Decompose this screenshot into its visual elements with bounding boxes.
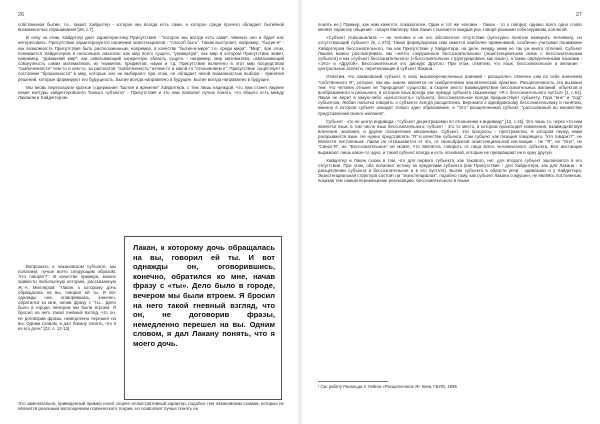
paragraph: собственном бытии, т.е., пишет Хайдеггер - которое мы всегда есть сами, и которое среди прочего обладает бытийной возможностью спрашивания [28, с.7].: [18, 22, 284, 33]
left-text-column: [18, 22, 284, 103]
left-bottom-text: [18, 401, 284, 411]
footnote: ¹ См. работу Рональда У. Лейнга «Расщепленное Я» Киев, ГБУЮ, 1995: [318, 384, 457, 389]
right-page: [302, 0, 600, 424]
page-number-right: 27: [575, 12, 582, 18]
page-number-left: 26: [18, 12, 25, 18]
right-text-column: [318, 22, 582, 187]
paragraph: Это замечательно, приведенный пример носит скорее иллюстративный характер, подобно тем лакановским схемам, которые не являются реальным воплощением психического теории, но позволяют лучше понять ее.: [18, 401, 284, 412]
paragraph: В силу за этим, Хайдеггер дает характеристику Присутствия - "которое мы всегда есть сами". Именно оно и будет нас интересовать. Присутствие характеризуется наличием экзистенциалов - "способ быть". Таким выступает, например, "бытие-в" - как возможность Присутствия быть расположенным, например, в качестве "бытия-в-мире" т.е. среди мира". "Мир", при этом, понимается Хайдеггером в нескольких смыслах: как мир всего сущего, "универсум", как мир в котором Присутствие живет, например, "домашний мир"; как охватывающий конкретную область сущего - например, мир математика; охватывающий совокупность самих математиков, их терминов, предметов, науки и т.д. Присутствие включено в этот мир посредством "озабоченности" чем-то и кем-то, за расплатой "озабоченность" нечем-то и какой-то "отношением к". Присутствие существует в состоянии "брошенности" в мир, которые оно не выбирало; при этом, он обладает некой возможностью выбора - принятия решений, которые формируют его будущность. Бытие всегда направлено в будущее. Бытие всегда направлено в будущее.: [18, 35, 284, 82]
paragraph: Субъект - это не центр индивида - "субъект децентрирован по отношению к индивиду" [12, с.15]. Это лишь то, через что нам является язык, в том числе язык бессознательного; субъект - это то место, в котором происходят изменения, взаимодействуя влечения, желания, и другие психические механизмы. Субъект, эти процессы - пространство, в котором перед нами раскрывается язык. Не нужно представлять "Я" в качестве субъекта. Сам субъект как позиция говорящего, "кто говорит?", не является постоянным. Лакан не отказывается от эго, от своеобразной экзистенциальной инстанции - не "Я", не "Оно", не "Сверх-Я", не "Бессознательное" не может, что является, говорить от лица всего человеческого субъекта. Все инстанции выражают лишь какое-то одно, и такой субъект всегда и есть основной, которые не превращают ни в одну другую.: [318, 118, 582, 155]
footnote-rule: [318, 381, 388, 382]
paragraph: Мы вновь пересказали краткое содержание "Бытия и времени" Хайдеггера, с тем лишь надеждой, что нам станет виднее некие контуры хайдеггеровского Тонкого субъекта" - Присутствия и это нам позволит лучше понять, что общего есть между Лаканом и Хайдеггером.: [18, 84, 284, 101]
paragraph: Отметим, что лакановский субъект, в силу вышеперечисленных влияний - расщеплен, отмечен сам по себе наличием "собственного Я", которое, как мы знаем, является не изобретением аналитической практики. Расщепленность эта вызвана тем, что человек отныне не "природное" существо, а скорее место взаимодействия бессознательных желаний, объектов и воображаемого и реального, в котором язык всегда уже прежде субъекта сказанному: «Я с бессознательного пусты!» [1, с.51]. Лакан не верит в какую-либо «целостность» субъекта; бессознательное всегда предшествует субъекту, Гора "вне" и "под" субъектом. Любая попытка говорить о субъекте всегда расщеплена. Вернемся к фрейдовскому бессознательному и понятию, именно в котором субъект находит только одно образование, и "Это" расщепленный субъект, "рассыпанный во множестве представлений своего желания".: [318, 74, 582, 116]
paragraph: «Субъект психоанализа — не человек и не его абсолютное отсутствие (культурно понятие измерить человека), но отсутствующий субъект» [9, с.374]. Такая формулировка нам кажется наиболее применимой, особенно учитывая понимание Хайдеггером бессознательного, так как Присутствие у Хайдеггера, на деле, между ними не так уж много отличий. Субъект Лакана можно рассматривать как «нечто сокрушенное бессознательным» (экзистенциальная связь с бессознательным субъекта) и как «субъект бессознательного» («бессознательное структурировано как язык»), а также определенными языками - «Это» и «Другой». Бессознательное это дискурс Другого. При этом, отметим, что язык, бессознательное и желание - центральные аспекты, перетекающие в субъект Лакана.: [318, 35, 582, 72]
paragraph: Хайдеггер и Лакан схожи в том, что для первого субъекта, как такового, нет, для второго субъект заключается в его отсутствии. При этом, оба полагают истину за пределами субъекта (как Присутствие - для Хайдеггера, как для Лакана - в расщеплении субъекта в бессознательное и в его пустоте). Бытие субъекта в области речи - одинаково и у Хайдеггера. Экзистенциальная структура состоит на "экзистенциалах", подобно тому, как субъект Лакана сокрушен, не являясь постоянным, показав тем самым перемещение реализацию, бессознательного в языке.: [318, 157, 582, 184]
left-narrow-column: [18, 264, 116, 334]
pull-quote-box: Лакан, к которому дочь обращалась на вы, говорил ей ты. И вот однажды он, оговорившись, конечно, обратился ко мне, начав фразу с «ты». Дело было в городе, вечером мы были втроем. Я бросил на него такой гневный взгляд, что он, не договорив фразы, немедленно перешел на вы. Одним словом, я дал Лакану понять, что я моего дочь.: [124, 236, 282, 400]
left-page: [0, 0, 298, 424]
paragraph: Вопрошать о лакановском субъекте, мы полагаем, лучше всего следующим образом: "кто говорит?". В качестве примера, можно привести любопытную историю, рассказанную Ж.-А. Миллером: "Лакан, к которому дочь обращалась на вы, говорил ей ты. И вот однажды она, оговорившись, конечно, обратился ко мне, начав фразу с "ты... Дело было в городе, вечером мы были втроем. Я бросил на него такой гневный взгляд, что он, не договорив фразы, немедленно перешел на вы. Одним словом, в дал Лакану понять, что я из его дочь" [22, с. 12-13].: [18, 264, 116, 331]
paragraph: понять ее.) Пример, как нам кажется, показателен. Один и тот же человек - Лакан - то о говорит, однако всего одно слово меняет характер общения - говоря Миллеру. Кем Лакан становится каждый раз, говоря разными собеседникам, коллегой.: [318, 22, 582, 33]
